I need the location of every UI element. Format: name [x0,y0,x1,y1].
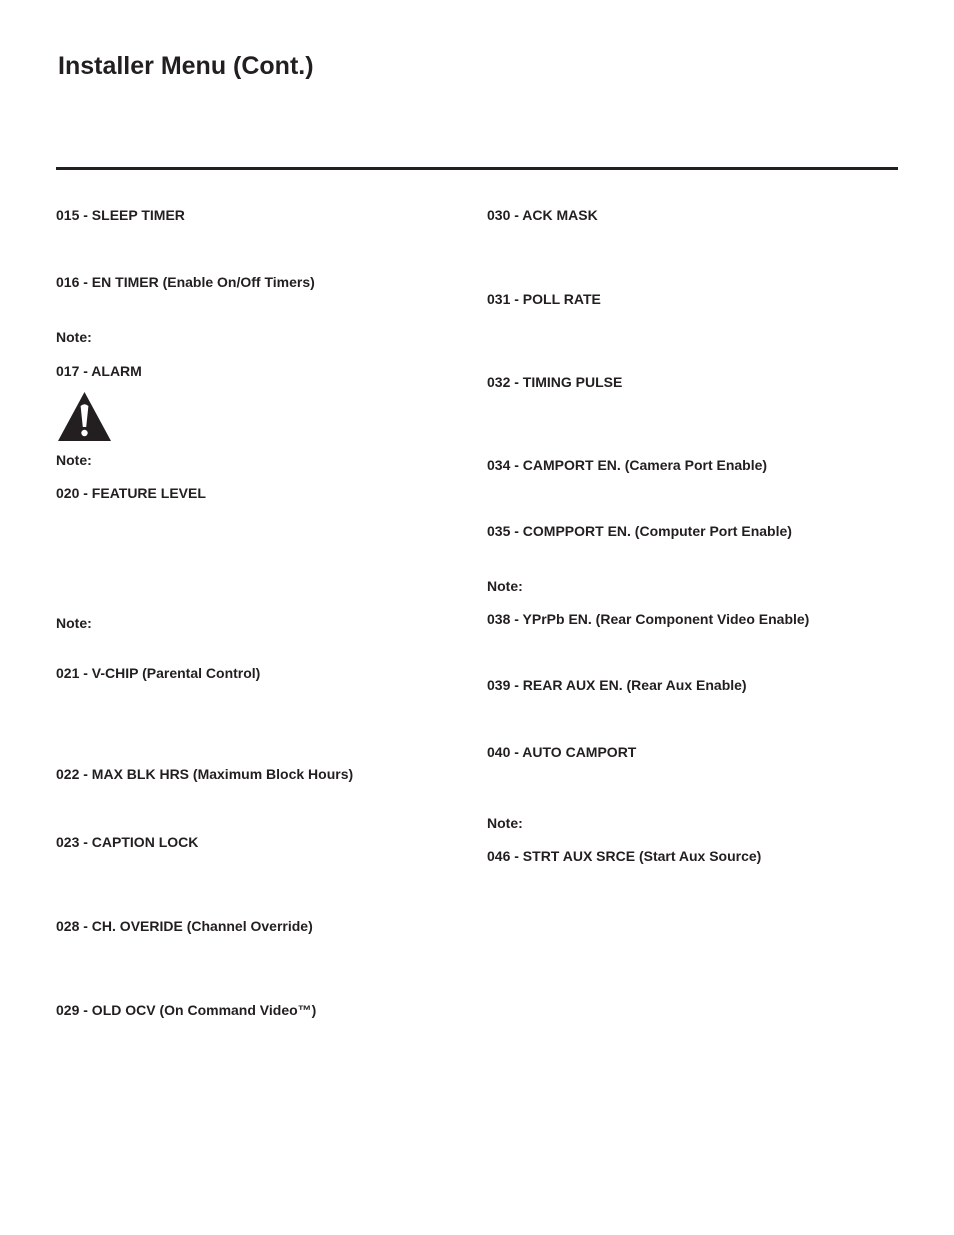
warning-triangle-icon [57,391,112,442]
note-label: Note: [56,452,92,468]
item-031-poll-rate: 031 - POLL RATE [487,291,601,307]
item-046-strt-aux-srce: 046 - STRT AUX SRCE (Start Aux Source) [487,848,762,864]
item-022-max-blk-hrs: 022 - MAX BLK HRS (Maximum Block Hours) [56,766,354,782]
item-035-compport-en: 035 - COMPPORT EN. (Computer Port Enable) [487,523,792,539]
item-023-caption-lock: 023 - CAPTION LOCK [56,834,199,850]
item-015-sleep-timer: 015 - SLEEP TIMER [56,207,185,223]
note-label: Note: [56,615,92,631]
item-028-ch-overide: 028 - CH. OVERIDE (Channel Override) [56,918,313,934]
item-029-old-ocv: 029 - OLD OCV (On Command Video™) [56,1002,317,1018]
item-038-yprpb-en: 038 - YPrPb EN. (Rear Component Video Enable) [487,611,810,627]
note-label: Note: [487,815,523,831]
note-label: Note: [487,578,523,594]
item-030-ack-mask: 030 - ACK MASK [487,207,598,223]
item-039-rear-aux-en: 039 - REAR AUX EN. (Rear Aux Enable) [487,677,747,693]
item-021-v-chip: 021 - V-CHIP (Parental Control) [56,665,261,681]
item-032-timing-pulse: 032 - TIMING PULSE [487,374,623,390]
page-title: Installer Menu (Cont.) [58,52,314,80]
item-034-camport-en: 034 - CAMPORT EN. (Camera Port Enable) [487,457,768,473]
item-017-alarm: 017 - ALARM [56,363,142,379]
item-040-auto-camport: 040 - AUTO CAMPORT [487,744,637,760]
title-divider [56,167,898,170]
item-020-feature-level: 020 - FEATURE LEVEL [56,485,206,501]
item-016-en-timer: 016 - EN TIMER (Enable On/Off Timers) [56,274,315,290]
note-label: Note: [56,329,92,345]
